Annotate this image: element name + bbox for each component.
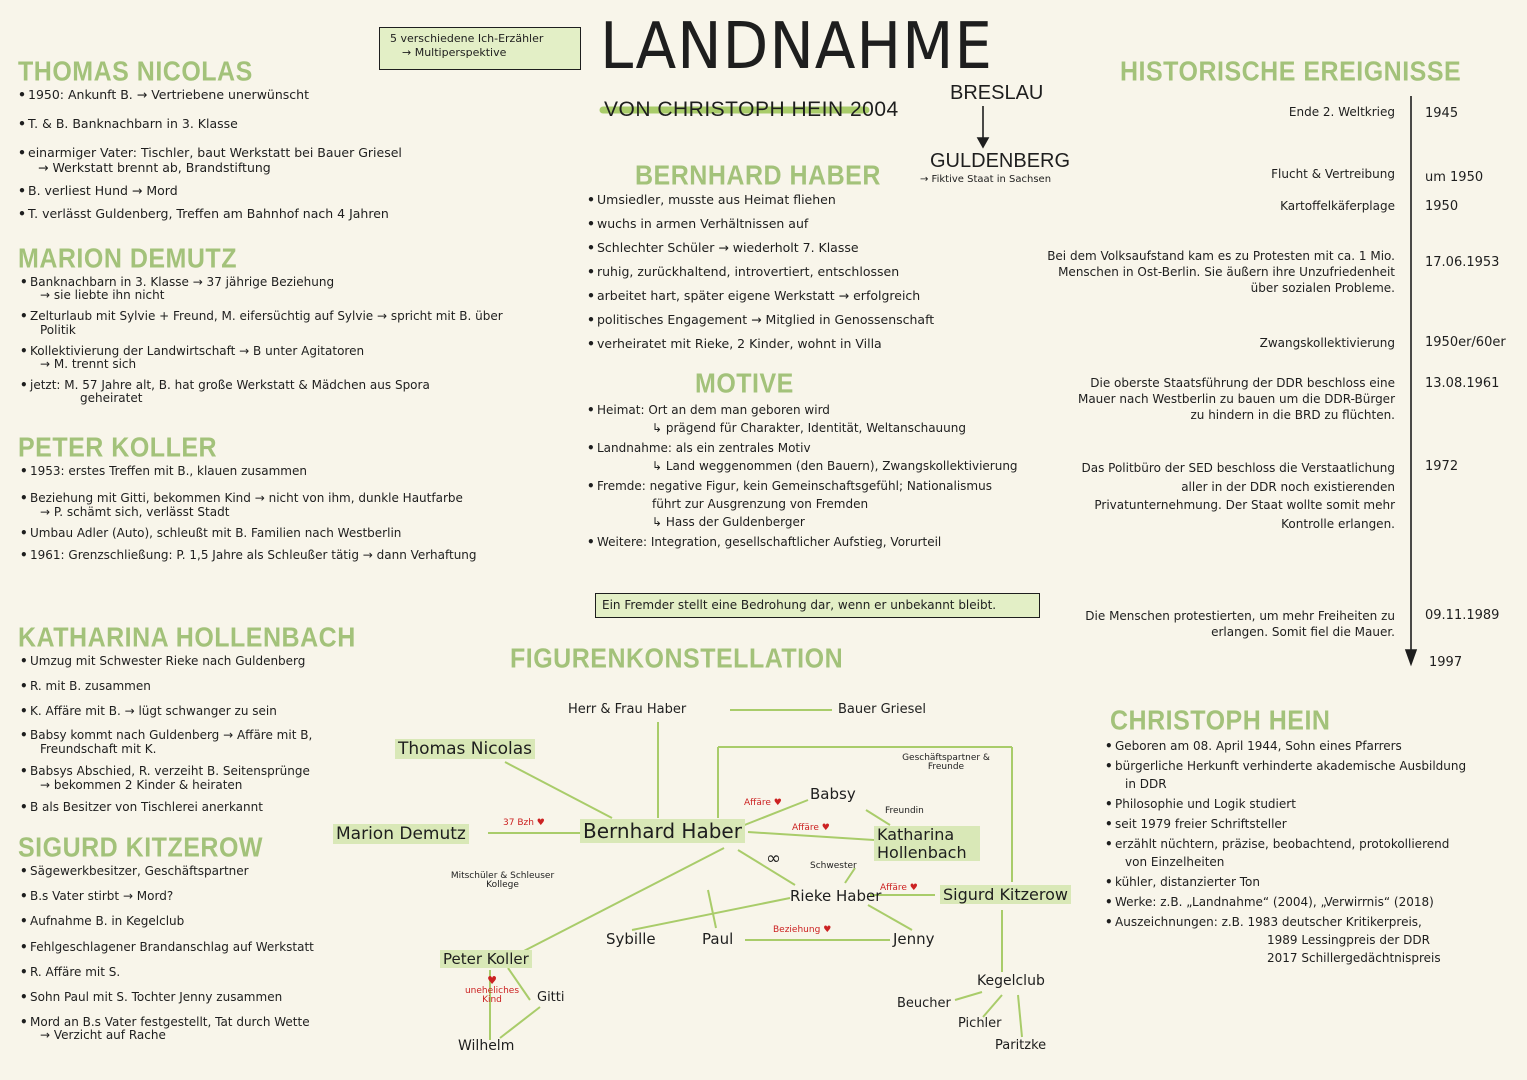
list-item xyxy=(20,310,560,336)
list-item xyxy=(18,87,578,102)
item-text: einarmiger Vater: Tischler, baut Werkstatt bei Bauer Griesel xyxy=(28,145,402,160)
label-freundin: Freundin xyxy=(885,806,924,816)
label-affaere-katharina xyxy=(792,823,830,833)
node-beucher: Beucher xyxy=(897,996,951,1011)
history-year: 09.11.1989 xyxy=(1425,608,1500,623)
node-katharina xyxy=(874,826,980,861)
list-item xyxy=(20,527,580,541)
list-item xyxy=(20,966,380,979)
item-text: jetzt: M. 57 Jahre alt, B. hat große Werkstatt & Mädchen aus Spora xyxy=(30,378,430,393)
list-item xyxy=(1105,737,1525,755)
item-sub: 1989 Lessingpreis der DDR xyxy=(1267,933,1430,947)
item-text: arbeitet hart, später eigene Werkstatt → erfolgreich xyxy=(597,288,921,303)
history-year: 1972 xyxy=(1425,459,1459,474)
list-item xyxy=(20,1016,380,1042)
heading-thomas: THOMAS NICOLAS xyxy=(18,56,253,88)
item-sub: Freundschaft mit K. xyxy=(40,742,157,757)
item-text: kühler, distanzierter Ton xyxy=(1115,875,1260,889)
list-item xyxy=(587,477,1067,531)
list-item xyxy=(20,941,380,954)
item-text: 1961: Grenzschließung: P. 1,5 Jahre als Schleußer tätig → dann Verhaftung xyxy=(30,548,477,563)
label-37-bzh xyxy=(503,818,545,828)
item-text: R. mit B. zusammen xyxy=(30,678,151,693)
heading-peter: PETER KOLLER xyxy=(18,432,218,464)
heart-icon: ♥ xyxy=(909,883,918,893)
label-affaere-babsy xyxy=(744,798,782,808)
narrator-note-line: → Multiperspektive xyxy=(402,46,507,60)
heart-icon: ♥ xyxy=(773,798,782,808)
hein-list xyxy=(1105,737,1525,975)
item-text: Fehlgeschlagener Brandanschlag auf Werkstatt xyxy=(30,939,314,954)
history-event: Die Menschen protestierten, um mehr Freiheiten zu erlangen. Somit fiel die Mauer. xyxy=(1085,609,1395,640)
list-item xyxy=(20,865,380,878)
label-text: uneheliches Kind xyxy=(464,985,520,1005)
label-mitschueler: Mitschüler & Schleuser Kollege xyxy=(450,871,555,891)
history-year: 1950er/60er xyxy=(1425,335,1506,350)
list-item xyxy=(20,680,380,694)
history-event: Bei dem Volksaufstand kam es zu Protesten mit ca. 1 Mio. Menschen in Ost-Berlin. Sie äußern ihre Unzufriedenheit über sozialen Probleme. xyxy=(1047,249,1395,296)
list-item xyxy=(20,991,380,1004)
heading-history: HISTORISCHE EREIGNISSE xyxy=(1120,56,1462,88)
item-text: Zelturlaub mit Sylvie + Freund, M. eifersüchtig auf Sylvie → spricht mit B. über xyxy=(30,309,503,324)
item-sub: → sie liebte ihn nicht xyxy=(40,288,165,303)
list-item xyxy=(1105,913,1525,967)
heart-icon: ♥ xyxy=(823,925,832,935)
item-sub: → Verzicht auf Rache xyxy=(40,1028,166,1043)
node-kegelclub: Kegelclub xyxy=(977,973,1045,989)
item-text: Kollektivierung der Landwirtschaft → B unter Agitatoren xyxy=(30,343,365,358)
heart-icon: ♥ xyxy=(487,974,497,987)
list-item xyxy=(20,549,580,563)
list-item xyxy=(587,240,1027,255)
list-item xyxy=(587,192,1027,207)
item-sub: ↳ Land weggenommen (den Bauern), Zwangskollektivierung xyxy=(652,459,1018,473)
thomas-list xyxy=(18,87,578,229)
list-item xyxy=(20,765,380,793)
item-text: Fremde: negative Figur, kein Gemeinschaftsgefühl; Nationalismus xyxy=(597,479,992,493)
item-text: Babsy kommt nach Guldenberg → Affäre mit B, xyxy=(30,728,313,743)
item-sub: geheiratet xyxy=(80,391,143,406)
bernhard-list xyxy=(587,192,1027,359)
node-peter: Peter Koller xyxy=(440,950,532,968)
list-item xyxy=(1105,795,1525,813)
label-schwester: Schwester xyxy=(810,861,857,871)
list-item xyxy=(587,336,1027,351)
history-event: Die oberste Staatsführung der DDR beschloss eine Mauer nach Westberlin zu bauen um die DDR-Bürger zu hindern in die BRD zu flüchten. xyxy=(1077,376,1395,423)
item-text: T. & B. Banknachbarn in 3. Klasse xyxy=(28,116,238,131)
label-affaere-sigurd xyxy=(880,883,918,893)
list-item xyxy=(587,288,1027,303)
list-item xyxy=(1105,893,1525,911)
node-paritzke: Paritzke xyxy=(995,1038,1047,1053)
item-text: Schlechter Schüler → wiederholt 7. Klasse xyxy=(597,240,859,255)
item-text: Weitere: Integration, gesellschaftlicher Aufstieg, Vorurteil xyxy=(597,535,942,549)
item-text: Aufnahme B. in Kegelclub xyxy=(30,914,185,929)
node-rieke: Rieke Haber xyxy=(790,887,882,905)
list-item xyxy=(587,312,1027,327)
list-item xyxy=(20,729,380,757)
item-sub: führt zur Ausgrenzung von Fremden xyxy=(652,497,869,511)
history-year: 1950 xyxy=(1425,199,1459,214)
list-item xyxy=(20,705,380,719)
item-text: K. Affäre mit B. → lügt schwanger zu sein xyxy=(30,703,277,718)
heart-icon: ♥ xyxy=(821,823,830,833)
node-parents: Herr & Frau Haber xyxy=(568,702,687,717)
label-text: Affäre xyxy=(744,798,771,808)
item-text: Babsys Abschied, R. verzeiht B. Seitensprünge xyxy=(30,763,310,778)
heart-icon: ♥ xyxy=(536,818,545,828)
node-sybille: Sybille xyxy=(606,930,656,948)
list-item xyxy=(1105,873,1525,891)
history-year: 17.06.1953 xyxy=(1425,255,1500,270)
list-item xyxy=(18,183,578,198)
list-item xyxy=(587,533,1067,551)
list-item xyxy=(20,345,560,371)
list-item xyxy=(587,264,1027,279)
list-item xyxy=(18,116,578,131)
label-geschaeftspartner: Geschäftspartner & Freunde xyxy=(902,753,990,773)
node-marion: Marion Demutz xyxy=(333,824,469,844)
item-text: Sägewerkbesitzer, Geschäftspartner xyxy=(30,864,249,878)
item-text: B.s Vater stirbt → Mord? xyxy=(30,889,174,904)
item-text: B. verliest Hund → Mord xyxy=(28,183,178,198)
list-item xyxy=(20,655,380,669)
rings-icon: ∞ xyxy=(766,848,781,869)
item-text: 1953: erstes Treffen mit B., klauen zusammen xyxy=(30,464,307,478)
narrator-note xyxy=(379,27,581,70)
katharina-list xyxy=(20,655,380,822)
place-to: GULDENBERG xyxy=(930,150,1071,172)
node-griesel: Bauer Griesel xyxy=(838,702,927,717)
heading-sigurd: SIGURD KITZEROW xyxy=(18,832,263,864)
label-text: Affäre xyxy=(792,823,819,833)
place-from: BRESLAU xyxy=(950,82,1044,104)
history-event: Kartoffelkäferplage xyxy=(1280,199,1395,213)
item-sub: → Werkstatt brennt ab, Brandstiftung xyxy=(38,160,271,175)
history-event: Das Politbüro der SED beschloss die Verstaatlichung aller in der DDR noch existierenden Privatunternehmung. Der Staat wollte somit mehr Kontrolle erlangen. xyxy=(1081,461,1395,531)
node-paul: Paul xyxy=(702,930,734,948)
item-sub: → M. trennt sich xyxy=(40,356,137,371)
item-sub: ↳ Hass der Guldenberger xyxy=(652,515,805,529)
heading-marion: MARION DEMUTZ xyxy=(18,243,237,275)
item-text: Umsiedler, musste aus Heimat fliehen xyxy=(597,192,836,207)
heading-motive: MOTIVE xyxy=(695,368,794,400)
item-sub: 2017 Schillergedächtnispreis xyxy=(1267,951,1441,965)
item-text: B als Besitzer von Tischlerei anerkannt xyxy=(30,799,263,814)
item-text: Beziehung mit Gitti, bekommen Kind → nicht von ihm, dunkle Hautfarbe xyxy=(30,490,463,505)
list-item xyxy=(20,915,380,928)
list-item xyxy=(20,379,560,405)
item-sub: → bekommen 2 Kinder & heiraten xyxy=(40,777,243,792)
item-text: ruhig, zurückhaltend, introvertiert, entschlossen xyxy=(597,264,900,279)
sigurd-list xyxy=(20,865,380,1051)
marion-list xyxy=(20,276,560,414)
list-item xyxy=(587,216,1027,231)
node-bernhard: Bernhard Haber xyxy=(580,819,745,843)
item-text: T. verlässt Guldenberg, Treffen am Bahnhof nach 4 Jahren xyxy=(28,206,389,221)
list-item xyxy=(1105,757,1525,793)
item-sub: in DDR xyxy=(1125,777,1167,791)
item-text: Geboren am 08. April 1944, Sohn eines Pfarrers xyxy=(1115,739,1402,753)
item-sub: Politik xyxy=(40,322,76,337)
heading-katharina: KATHARINA HOLLENBACH xyxy=(18,622,356,654)
history-end-year: 1997 xyxy=(1429,655,1463,670)
page-subtitle: VON CHRISTOPH HEIN 2004 xyxy=(604,98,899,121)
item-text: Banknachbarn in 3. Klasse → 37 jährige Beziehung xyxy=(30,275,335,289)
history-event: Zwangskollektivierung xyxy=(1259,336,1395,350)
node-pichler: Pichler xyxy=(958,1016,1002,1031)
list-item xyxy=(18,206,578,221)
item-text: Philosophie und Logik studiert xyxy=(1115,797,1296,811)
history-year: 1945 xyxy=(1425,106,1459,121)
item-text: seit 1979 freier Schriftsteller xyxy=(1115,817,1287,831)
item-text: Werke: z.B. „Landnahme“ (2004), „Verwirrnis“ (2018) xyxy=(1115,895,1434,909)
item-text: Umzug mit Schwester Rieke nach Guldenberg xyxy=(30,654,306,668)
place-note: → Fiktive Staat in Sachsen xyxy=(920,174,1052,185)
item-text: R. Affäre mit S. xyxy=(30,964,121,979)
node-jenny: Jenny xyxy=(893,930,935,948)
item-sub: ↳ prägend für Charakter, Identität, Weltanschauung xyxy=(652,421,966,435)
node-gitti: Gitti xyxy=(537,990,565,1005)
list-item xyxy=(587,401,1067,437)
list-item xyxy=(20,492,580,520)
item-text: verheiratet mit Rieke, 2 Kinder, wohnt in Villa xyxy=(597,336,882,351)
item-text: 1950: Ankunft B. → Vertriebene unerwünscht xyxy=(28,87,309,102)
history-year: um 1950 xyxy=(1425,170,1484,185)
list-item xyxy=(20,801,380,815)
item-text: Mord an B.s Vater festgestellt, Tat durch Wette xyxy=(30,1015,310,1030)
list-item xyxy=(1105,835,1525,871)
node-text: Katharina Hollenbach xyxy=(877,825,967,862)
label-text: Affäre xyxy=(880,883,907,893)
heading-bernhard: BERNHARD HABER xyxy=(635,160,881,192)
list-item xyxy=(20,890,380,903)
motive-list xyxy=(587,401,1067,559)
label-uneheliches-kind xyxy=(462,975,522,1005)
node-sigurd: Sigurd Kitzerow xyxy=(940,885,1071,904)
item-sub: von Einzelheiten xyxy=(1125,855,1225,869)
node-thomas: Thomas Nicolas xyxy=(395,739,535,759)
item-text: politisches Engagement → Mitglied in Genossenschaft xyxy=(597,312,935,327)
list-item xyxy=(18,145,578,175)
item-text: Sohn Paul mit S. Tochter Jenny zusammen xyxy=(30,989,283,1004)
history-event: Flucht & Vertreibung xyxy=(1271,167,1395,181)
page-title: LANDNAHME xyxy=(600,10,993,84)
item-text: Landnahme: als ein zentrales Motiv xyxy=(597,441,811,455)
peter-list xyxy=(20,465,580,571)
node-babsy: Babsy xyxy=(810,785,856,803)
list-item xyxy=(587,439,1067,475)
history-year: 13.08.1961 xyxy=(1425,376,1500,391)
heading-hein: CHRISTOPH HEIN xyxy=(1110,705,1331,737)
motive-quote: Ein Fremder stellt eine Bedrohung dar, wenn er unbekannt bleibt. xyxy=(595,593,1040,618)
label-beziehung xyxy=(773,925,831,935)
item-text: Heimat: Ort an dem man geboren wird xyxy=(597,403,830,417)
list-item xyxy=(20,465,580,479)
item-sub: → P. schämt sich, verlässt Stadt xyxy=(40,504,230,519)
label-text: Beziehung xyxy=(773,925,821,935)
heading-figuren: FIGURENKONSTELLATION xyxy=(510,643,844,675)
list-item xyxy=(1105,815,1525,833)
item-text: wuchs in armen Verhältnissen auf xyxy=(597,216,809,231)
item-text: Auszeichnungen: z.B. 1983 deutscher Kritikerpreis, xyxy=(1115,915,1422,929)
narrator-note-line: 5 verschiedene Ich-Erzähler xyxy=(390,32,544,45)
node-wilhelm: Wilhelm xyxy=(458,1038,515,1054)
history-event: Ende 2. Weltkrieg xyxy=(1288,105,1395,119)
list-item xyxy=(20,276,560,302)
label-text: 37 Bzh xyxy=(503,818,534,828)
item-text: erzählt nüchtern, präzise, beobachtend, protokollierend xyxy=(1115,837,1450,851)
item-text: Umbau Adler (Auto), schleußt mit B. Familien nach Westberlin xyxy=(30,526,402,541)
item-text: bürgerliche Herkunft verhinderte akademische Ausbildung xyxy=(1115,759,1467,773)
